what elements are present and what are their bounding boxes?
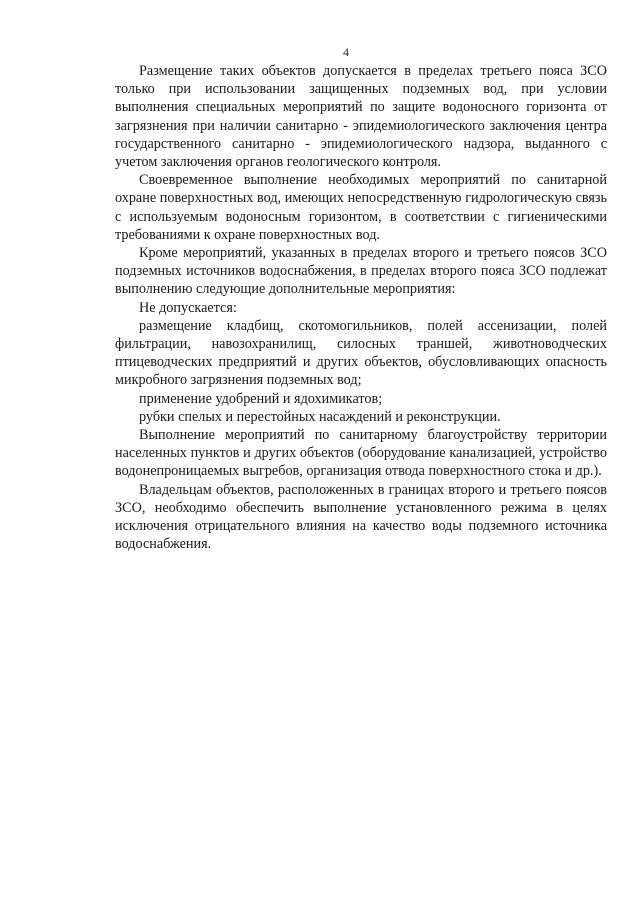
paragraph-not-allowed: Не допускается: [139,299,237,316]
list-item-placement: размещение кладбищ, скотомогильников, полей ассенизации, полей фильтрации, навозохранилищ, силосных траншей, животноводческих птицеводческих предприятий и других объектов, обусловливающих опасность микробного загрязнения подземных вод; [115,317,607,389]
page-number: 4 [343,45,349,59]
paragraph-additional-measures: Кроме мероприятий, указанных в пределах второго и третьего поясов ЗСО подземных источников водоснабжения, в пределах второго пояса ЗСО подлежат выполнению следующие дополнительные мероприятия: [115,245,607,298]
document-body [115,62,607,553]
paragraph-zso-third-belt: Размещение таких объектов допускается в пределах третьего пояса ЗСО только при использовании защищенных подземных вод, при условии выполнения специальных мероприятий по защите водоносного горизонта от загрязнения при наличии санитарно - эпидемиологического заключения центра государственного санитарно - эпидемиологического надзора, выданного с учетом заключения органов геологического контроля. [115,63,607,171]
paragraph-owners-obligation: Владельцам объектов, расположенных в границах второго и третьего поясов ЗСО, необходимо обеспечить выполнение установленного режима в целях исключения отрицательного влияния на качество воды подземного источника водоснабжения. [115,481,607,553]
paragraph-surface-water-protection: Своевременное выполнение необходимых мероприятий по санитарной охране поверхностных вод, имеющих непосредственную гидрологическую связь с используемым водоносным горизонтом, в соответствии с гигиеническими требованиями к охране поверхностных вод. [115,172,607,243]
list-item-logging: рубки спелых и перестойных насаждений и реконструкции. [139,408,501,425]
list-item-fertilizers: применение удобрений и ядохимикатов; [139,390,383,407]
paragraph-improvement-measures: Выполнение мероприятий по санитарному благоустройству территории населенных пунктов и других объектов (оборудование канализацией, устройство водонепроницаемых выгребов, организация отвода поверхностного стока и др.). [115,427,607,480]
